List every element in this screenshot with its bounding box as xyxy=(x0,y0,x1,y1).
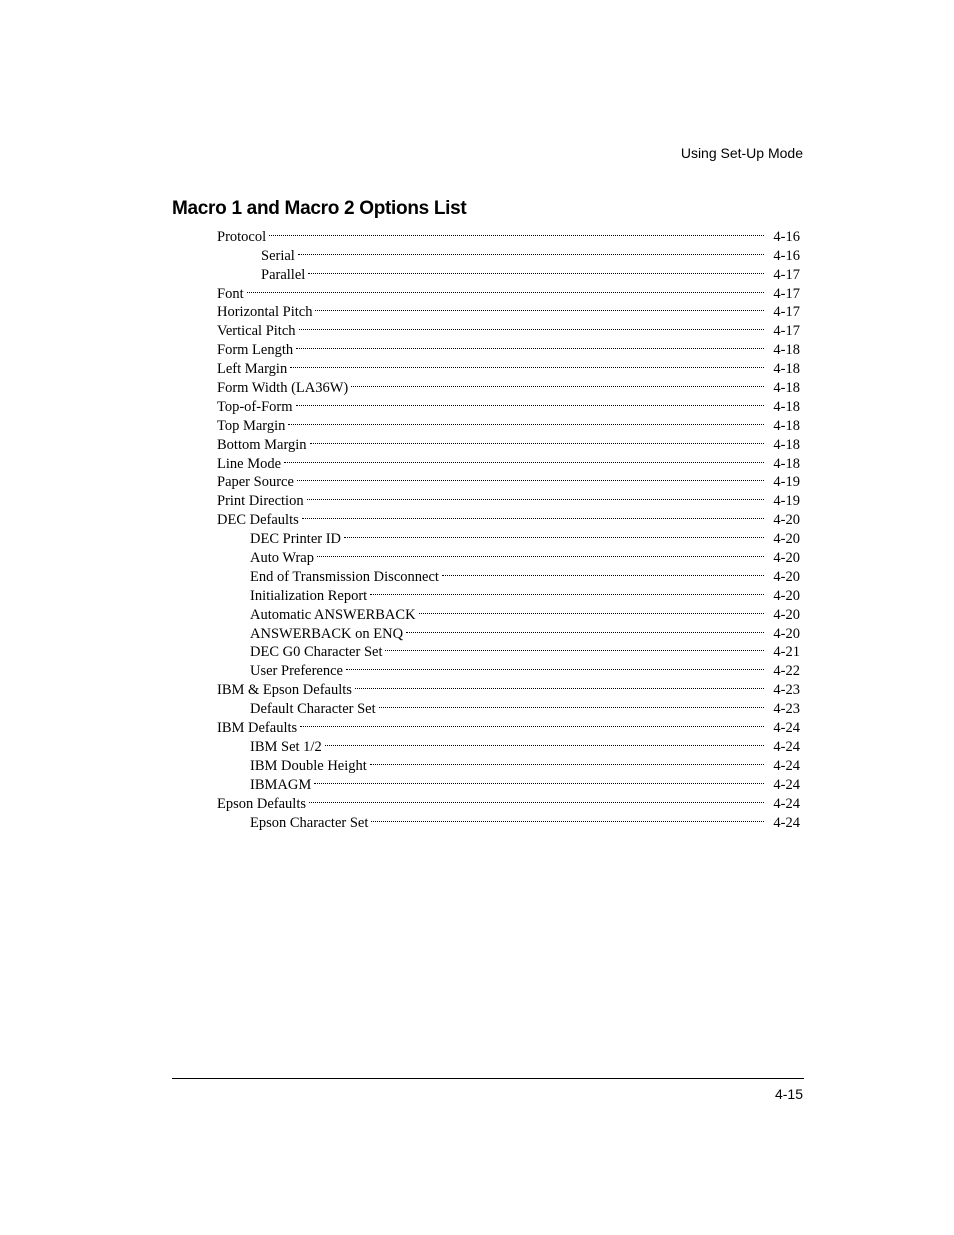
toc-entry-label: IBM & Epson Defaults xyxy=(217,682,352,699)
toc-dot-leader xyxy=(385,638,768,657)
toc-entry-label: IBMAGM xyxy=(250,776,312,793)
toc-entry-label: Serial xyxy=(261,247,295,264)
toc-dot-leader xyxy=(315,298,768,317)
toc-entry-label: Bottom Margin xyxy=(217,436,307,453)
toc-entry xyxy=(217,713,800,737)
toc-entry-label: Top Margin xyxy=(217,417,286,434)
toc-entry xyxy=(217,505,800,529)
toc-dot-leader xyxy=(419,600,768,619)
toc-entry-page: 4-24 xyxy=(773,776,800,793)
toc-dot-leader xyxy=(298,241,768,260)
toc-entry-label: Paper Source xyxy=(217,474,294,491)
toc-entry xyxy=(217,298,800,321)
toc-entry-label: Line Mode xyxy=(217,455,282,472)
toc-dot-leader xyxy=(317,543,768,562)
toc-dot-leader xyxy=(355,675,768,694)
toc-entry-label: DEC Printer ID xyxy=(250,531,342,548)
toc-entry xyxy=(217,524,800,548)
toc-dot-leader xyxy=(442,562,768,581)
toc-entry-label: Form Width (LA36W) xyxy=(217,380,349,397)
toc-entry-label: Initialization Report xyxy=(250,587,368,604)
running-head: Using Set-Up Mode xyxy=(680,145,803,161)
toc-dot-leader xyxy=(269,222,768,241)
toc-dot-leader xyxy=(325,732,768,751)
toc-entry xyxy=(217,335,800,359)
toc-entry-label: DEC Defaults xyxy=(217,512,299,529)
toc-entry xyxy=(217,430,800,453)
toc-entry-label: Epson Character Set xyxy=(250,814,369,831)
toc-dot-leader xyxy=(379,694,768,713)
toc-entry xyxy=(217,486,800,510)
toc-entry-page: 4-18 xyxy=(773,342,800,359)
toc-entry-label: Top-of-Form xyxy=(217,398,293,415)
toc-dot-leader xyxy=(299,316,768,335)
toc-entry-page: 4-20 xyxy=(773,512,800,529)
toc-dot-leader xyxy=(307,486,768,505)
toc-dot-leader xyxy=(371,808,768,827)
toc-entry xyxy=(217,732,800,755)
toc-entry-label: Form Length xyxy=(217,342,294,359)
toc-entry-page: 4-24 xyxy=(773,738,800,755)
toc-entry xyxy=(217,373,800,397)
toc-entry-page: 4-20 xyxy=(773,568,800,585)
toc-entry xyxy=(217,354,800,378)
toc-entry-page: 4-18 xyxy=(773,380,800,397)
toc-entry-page: 4-21 xyxy=(773,644,800,661)
page-number: 4-15 xyxy=(774,1086,803,1102)
toc-entry-label: User Preference xyxy=(250,663,343,680)
footer-rule xyxy=(172,1078,804,1079)
toc-dot-leader xyxy=(370,581,768,600)
toc-entry-page: 4-17 xyxy=(773,266,800,283)
toc-entry-label: End of Transmission Disconnect xyxy=(250,568,439,585)
toc-dot-leader xyxy=(314,770,768,789)
toc-entry xyxy=(217,279,800,302)
toc-dot-leader xyxy=(309,789,768,808)
toc-dot-leader xyxy=(370,751,768,770)
toc-entry-label: DEC G0 Character Set xyxy=(250,644,383,661)
toc-dot-leader xyxy=(344,524,768,543)
toc-entry-page: 4-23 xyxy=(773,701,800,718)
toc-entry-page: 4-20 xyxy=(773,587,800,604)
toc-entry-label: Left Margin xyxy=(217,361,288,378)
toc-entry-page: 4-24 xyxy=(773,814,800,831)
toc-entry-label: IBM Double Height xyxy=(250,757,367,774)
toc-entry-page: 4-18 xyxy=(773,361,800,378)
toc-entry-label: Font xyxy=(217,285,244,302)
toc-dot-leader xyxy=(406,619,768,638)
toc-entry-page: 4-24 xyxy=(773,720,800,737)
toc-entry-label: Automatic ANSWERBACK xyxy=(250,606,416,623)
toc-entry-page: 4-17 xyxy=(773,304,800,321)
toc-entry-page: 4-24 xyxy=(773,795,800,812)
toc-entry xyxy=(217,449,800,472)
toc-entry-label: IBM Defaults xyxy=(217,720,298,737)
toc-entry-label: Auto Wrap xyxy=(250,550,314,567)
toc-entry xyxy=(217,411,800,434)
toc-entry-page: 4-18 xyxy=(773,417,800,434)
toc-dot-leader xyxy=(346,656,768,675)
toc-entry-page: 4-16 xyxy=(773,228,800,245)
toc-entry-label: Horizontal Pitch xyxy=(217,304,313,321)
toc-entry-page: 4-19 xyxy=(773,474,800,491)
toc-entry-label: Print Direction xyxy=(217,493,304,510)
toc-entry-page: 4-18 xyxy=(773,398,800,415)
table-of-contents xyxy=(217,222,800,831)
toc-entry xyxy=(217,241,800,264)
toc-dot-leader xyxy=(296,335,768,354)
toc-entry-label: Default Character Set xyxy=(250,701,376,718)
toc-entry-page: 4-18 xyxy=(773,436,800,453)
toc-entry-label: Vertical Pitch xyxy=(217,323,296,340)
toc-entry-page: 4-18 xyxy=(773,455,800,472)
toc-dot-leader xyxy=(297,468,768,487)
toc-dot-leader xyxy=(310,430,768,449)
toc-entry-page: 4-20 xyxy=(773,550,800,567)
toc-entry-label: Epson Defaults xyxy=(217,795,306,812)
toc-dot-leader xyxy=(296,392,768,411)
toc-entry-page: 4-20 xyxy=(773,531,800,548)
toc-entry-label: IBM Set 1/2 xyxy=(250,738,322,755)
toc-entry-page: 4-17 xyxy=(773,285,800,302)
toc-entry-page: 4-19 xyxy=(773,493,800,510)
toc-entry xyxy=(217,468,800,491)
toc-dot-leader xyxy=(247,279,768,298)
toc-entry-page: 4-24 xyxy=(773,757,800,774)
toc-dot-leader xyxy=(351,373,768,392)
toc-dot-leader xyxy=(302,505,768,524)
toc-entry xyxy=(217,222,800,245)
toc-entry-label: Protocol xyxy=(217,228,267,245)
toc-entry xyxy=(217,392,800,415)
page-title: Macro 1 and Macro 2 Options List xyxy=(172,198,467,219)
toc-entry-page: 4-20 xyxy=(773,606,800,623)
toc-dot-leader xyxy=(300,713,768,732)
toc-dot-leader xyxy=(290,354,768,373)
toc-entry-label: Parallel xyxy=(261,266,306,283)
toc-entry-page: 4-23 xyxy=(773,682,800,699)
toc-dot-leader xyxy=(288,411,768,430)
toc-entry-page: 4-22 xyxy=(773,663,800,680)
toc-entry-label: ANSWERBACK on ENQ xyxy=(250,625,404,642)
toc-dot-leader xyxy=(284,449,768,468)
toc-entry-page: 4-20 xyxy=(773,625,800,642)
toc-entry-page: 4-16 xyxy=(773,247,800,264)
toc-dot-leader xyxy=(308,260,768,279)
toc-entry-page: 4-17 xyxy=(773,323,800,340)
toc-entry xyxy=(217,260,800,283)
toc-entry xyxy=(217,316,800,340)
